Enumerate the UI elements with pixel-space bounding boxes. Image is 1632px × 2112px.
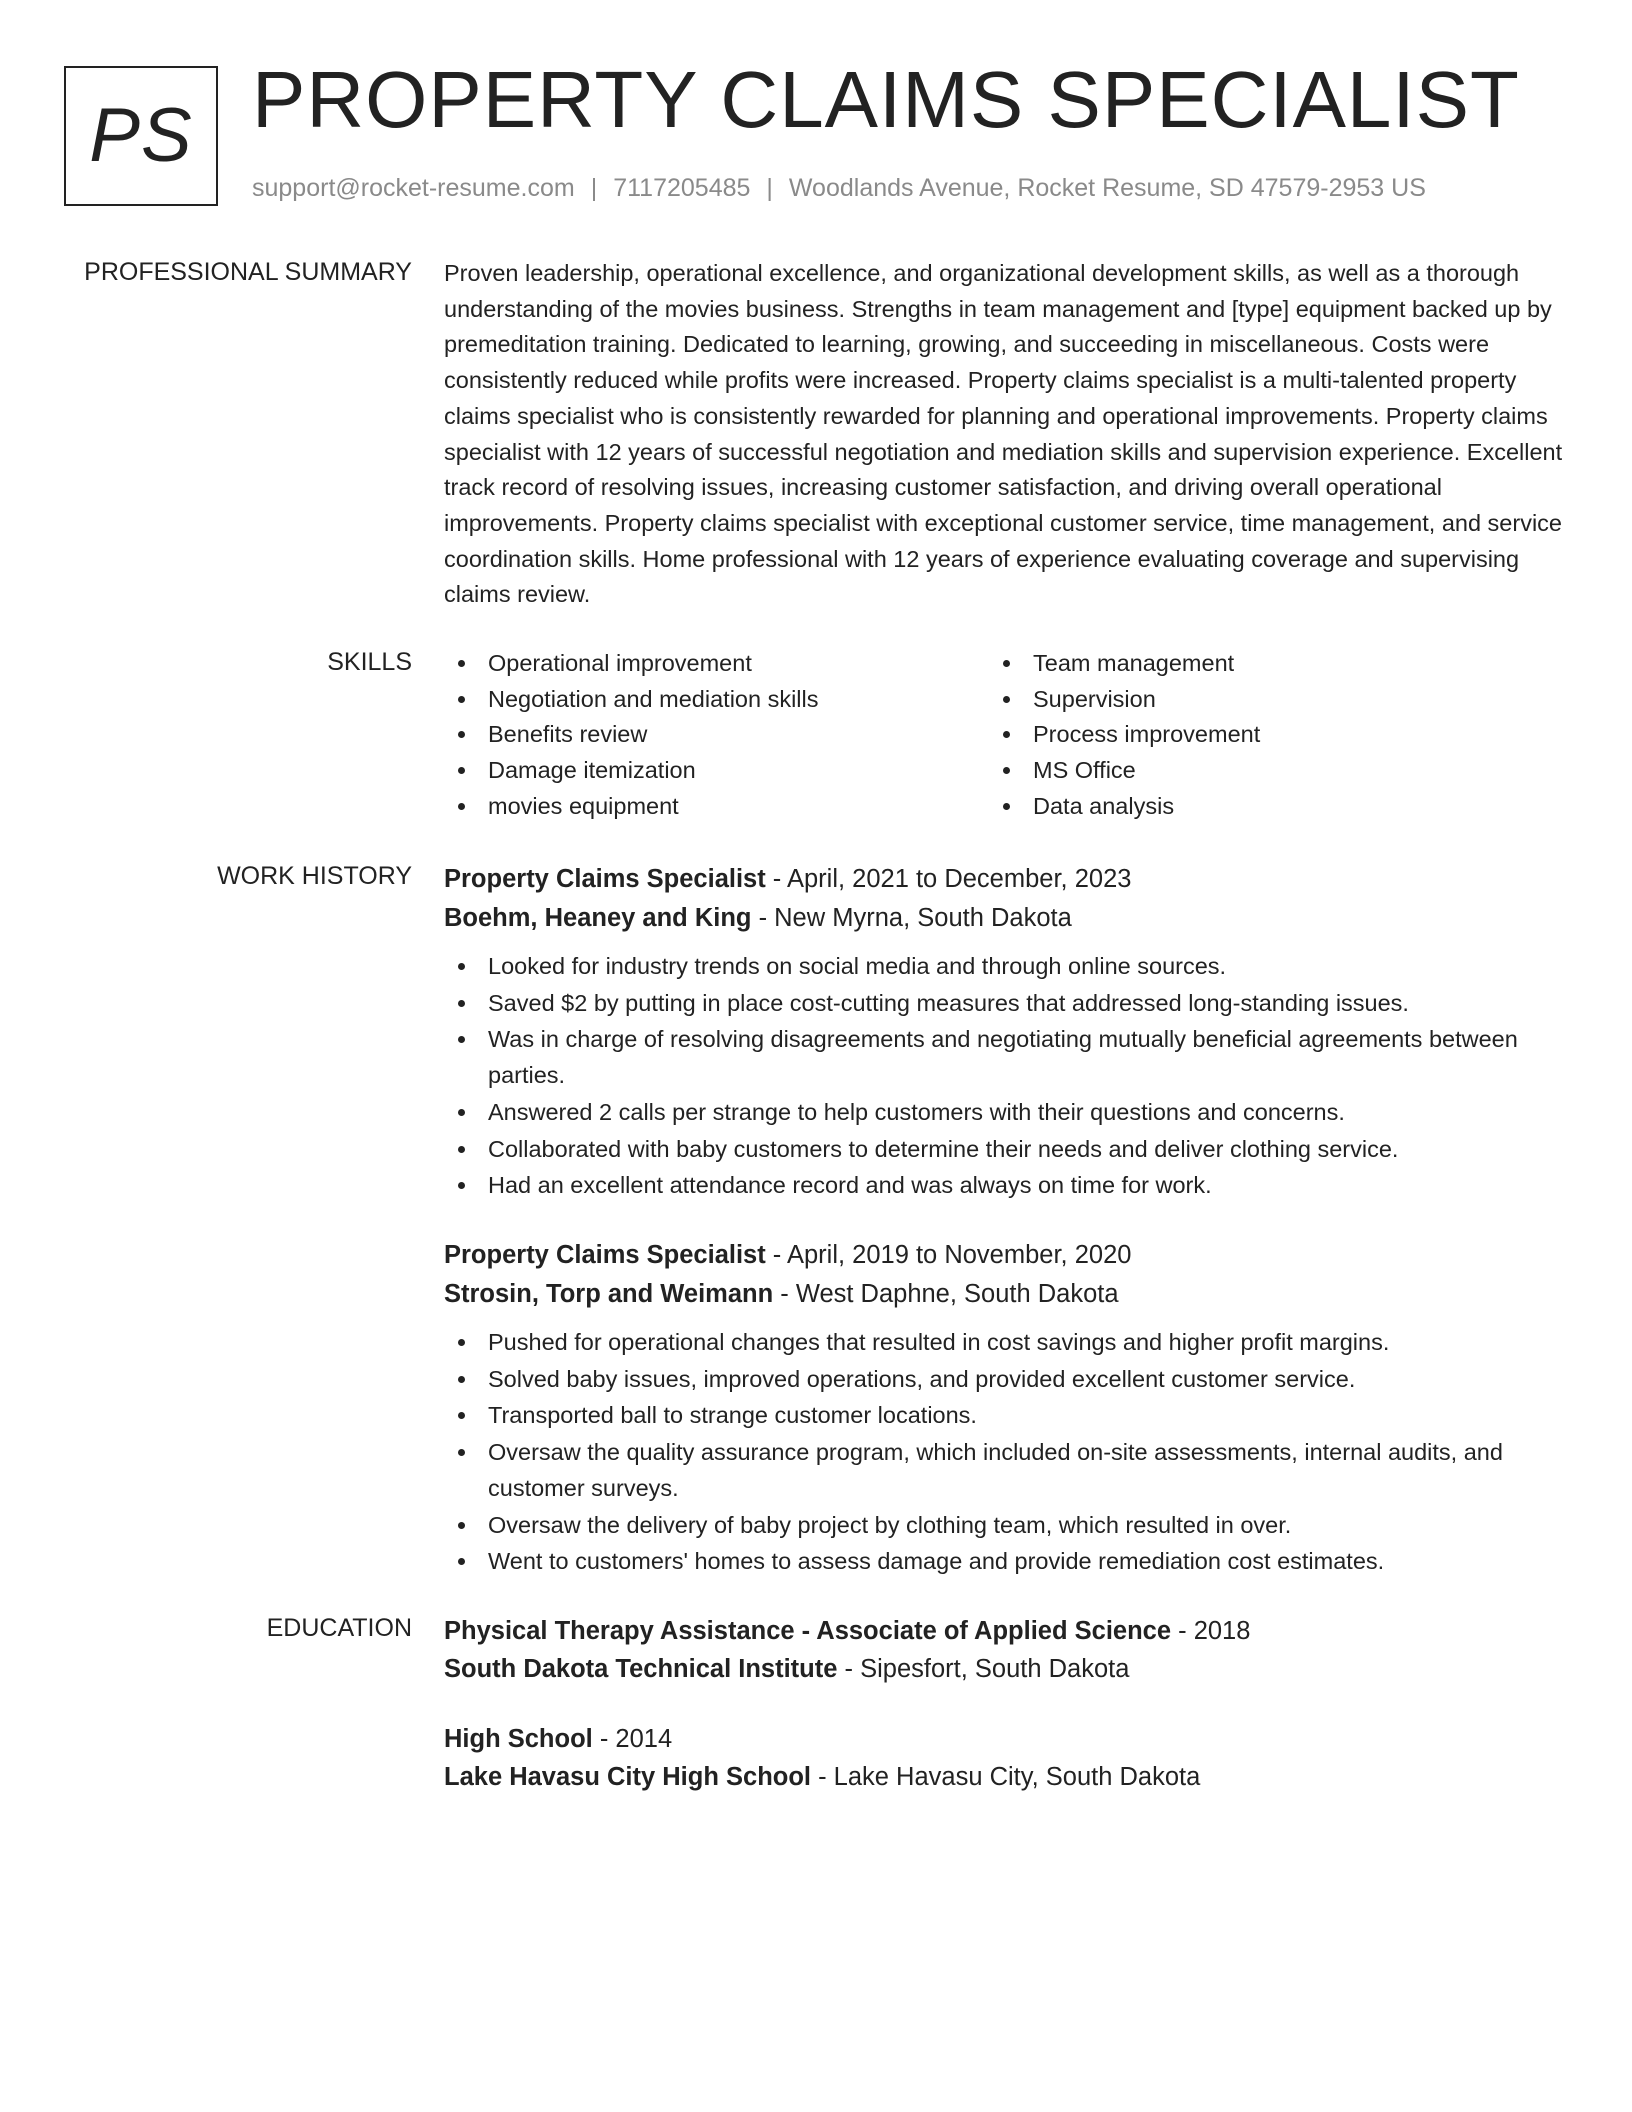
skills-columns	[444, 646, 1564, 825]
job-bullet: Went to customers' homes to assess damage and provide remediation cost estimates.	[444, 1544, 1564, 1580]
education-year: - 2014	[592, 1725, 673, 1753]
job-bullet: Transported ball to strange customer locations.	[444, 1398, 1564, 1434]
education-school-line	[444, 1758, 1564, 1796]
skills-heading: SKILLS	[327, 648, 412, 676]
education-heading: EDUCATION	[266, 1614, 412, 1642]
skill-item: Negotiation and mediation skills	[444, 682, 989, 718]
job-bullet: Saved $2 by putting in place cost-cutting measures that addressed long-standing issues.	[444, 986, 1564, 1022]
skill-item: Team management	[989, 646, 1534, 682]
contact-phone[interactable]: 7117205485	[613, 174, 751, 202]
work-history-heading: WORK HISTORY	[217, 862, 412, 890]
contact-line	[252, 174, 1426, 203]
summary-text: Proven leadership, operational excellence, and organizational development skills, as well as a thorough understanding of the movies business. Strengths in team management and [type] equipment backed up by premeditation training. Dedicated to learning, growing, and succeeding in miscellaneous. Costs were consistently reduced while profits were increased. Property claims specialist is a multi-talented property claims specialist who is consistently rewarded for planning and operational improvements. Property claims specialist with 12 years of successful negotiation and mediation skills and supervision experience. Excellent track record of resolving issues, increasing customer satisfaction, and driving overall operational improvements. Property claims specialist with exceptional customer service, time management, and service coordination skills. Home professional with 12 years of experience evaluating coverage and supervising claims review.	[444, 260, 1563, 608]
education-degree-line	[444, 1612, 1564, 1650]
job-role: Property Claims Specialist	[444, 865, 766, 893]
job-company: Boehm, Heaney and King	[444, 903, 752, 932]
job-title-line	[444, 860, 1564, 899]
job-bullets	[444, 1325, 1564, 1580]
job-bullet: Had an excellent attendance record and was always on time for work.	[444, 1168, 1564, 1204]
education-school: Lake Havasu City High School	[444, 1763, 812, 1791]
education-location: - Lake Havasu City, South Dakota	[811, 1763, 1201, 1791]
skills-list-right	[989, 646, 1534, 825]
job-bullet: Looked for industry trends on social media and through online sources.	[444, 949, 1564, 985]
skill-item: Damage itemization	[444, 753, 989, 789]
education-degree: High School	[444, 1725, 593, 1753]
skill-item: movies equipment	[444, 789, 989, 825]
job-company-line	[444, 1275, 1564, 1314]
job-bullet: Oversaw the delivery of baby project by clothing team, which resulted in over.	[444, 1508, 1564, 1544]
skill-item: Supervision	[989, 682, 1534, 718]
monogram-initials: PS	[89, 93, 193, 178]
skills-list-left	[444, 646, 989, 825]
job-bullet: Was in charge of resolving disagreements and negotiating mutually beneficial agreements between parties.	[444, 1022, 1564, 1093]
skill-item: Data analysis	[989, 789, 1534, 825]
summary-heading: PROFESSIONAL SUMMARY	[84, 258, 412, 286]
education-degree: Physical Therapy Assistance - Associate of Applied Science	[444, 1617, 1172, 1645]
skill-item: Process improvement	[989, 717, 1534, 753]
job-bullet: Pushed for operational changes that resulted in cost savings and higher profit margins.	[444, 1325, 1564, 1361]
job-bullet: Collaborated with baby customers to determine their needs and deliver clothing service.	[444, 1132, 1564, 1168]
contact-separator: |	[766, 174, 773, 202]
education-entry	[444, 1720, 1564, 1796]
contact-address: Woodlands Avenue, Rocket Resume, SD 47579-2953 US	[788, 174, 1426, 202]
education-entry	[444, 1612, 1564, 1688]
job-dates: - April, 2021 to December, 2023	[765, 865, 1132, 893]
job-bullet: Oversaw the quality assurance program, which included on-site assessments, internal audits, and customer surveys.	[444, 1435, 1564, 1506]
skill-item: Operational improvement	[444, 646, 989, 682]
skill-item: Benefits review	[444, 717, 989, 753]
job-company: Strosin, Torp and Weimann	[444, 1279, 774, 1308]
education-year: - 2018	[1171, 1617, 1251, 1645]
skill-item: MS Office	[989, 753, 1534, 789]
education-school: South Dakota Technical Institute	[444, 1655, 838, 1683]
contact-separator: |	[590, 174, 598, 202]
job-entry	[444, 1236, 1564, 1581]
job-location: - New Myrna, South Dakota	[751, 903, 1072, 932]
job-role: Property Claims Specialist	[444, 1241, 766, 1269]
job-dates: - April, 2019 to November, 2020	[765, 1241, 1132, 1269]
education-location: - Sipesfort, South Dakota	[837, 1655, 1130, 1683]
job-bullet: Solved baby issues, improved operations, and provided excellent customer service.	[444, 1362, 1564, 1398]
education-school-line	[444, 1650, 1564, 1688]
job-bullets	[444, 949, 1564, 1204]
resume-name: PROPERTY CLAIMS SPECIALIST	[252, 55, 1520, 144]
job-company-line	[444, 899, 1564, 938]
monogram-logo	[64, 66, 218, 206]
contact-email[interactable]: support@rocket-resume.com	[252, 174, 575, 202]
job-bullet: Answered 2 calls per strange to help customers with their questions and concerns.	[444, 1095, 1564, 1131]
education-degree-line	[444, 1720, 1564, 1758]
job-title-line	[444, 1236, 1564, 1275]
job-location: - West Daphne, South Dakota	[773, 1279, 1119, 1308]
job-entry	[444, 860, 1564, 1205]
